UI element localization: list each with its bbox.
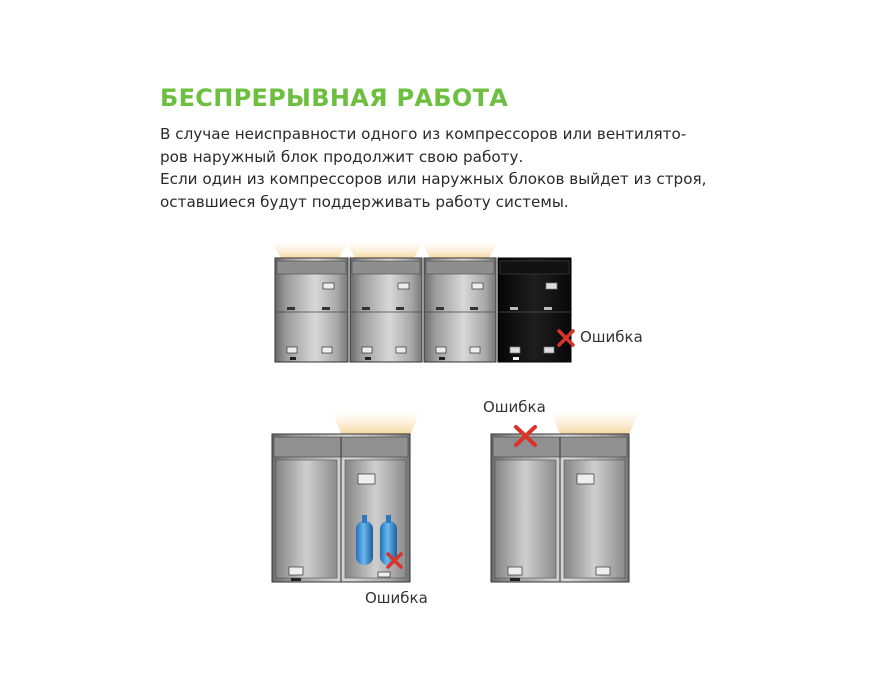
paragraph-line: В случае неисправности одного из компрессоров или вентилято- xyxy=(160,125,687,143)
outdoor-unit-module xyxy=(350,258,422,362)
airflow-glow xyxy=(272,241,348,260)
error-label-compressor: Ошибка xyxy=(365,589,428,607)
airflow-glow xyxy=(550,410,640,436)
airflow-glow xyxy=(346,241,423,260)
outdoor-unit-module xyxy=(424,258,496,362)
section-heading: БЕСПРЕРЫВНАЯ РАБОТА xyxy=(160,84,509,112)
paragraph-line: ров наружный блок продолжит свою работу. xyxy=(160,148,524,166)
error-label-units: Ошибка xyxy=(580,328,643,346)
paragraph-line: оставшиеся будут поддерживать работу системы. xyxy=(160,193,569,211)
paragraph-line: Если один из компрессоров или наружных блоков выйдет из строя, xyxy=(160,170,707,188)
compressor-failure-unit xyxy=(272,410,428,607)
airflow-glow xyxy=(421,241,498,260)
airflow-glow xyxy=(332,410,420,436)
error-label-fan: Ошибка xyxy=(483,398,546,416)
fan-failure-unit xyxy=(483,398,640,582)
outdoor-unit-module xyxy=(275,258,348,362)
top-unit-group xyxy=(272,241,643,362)
